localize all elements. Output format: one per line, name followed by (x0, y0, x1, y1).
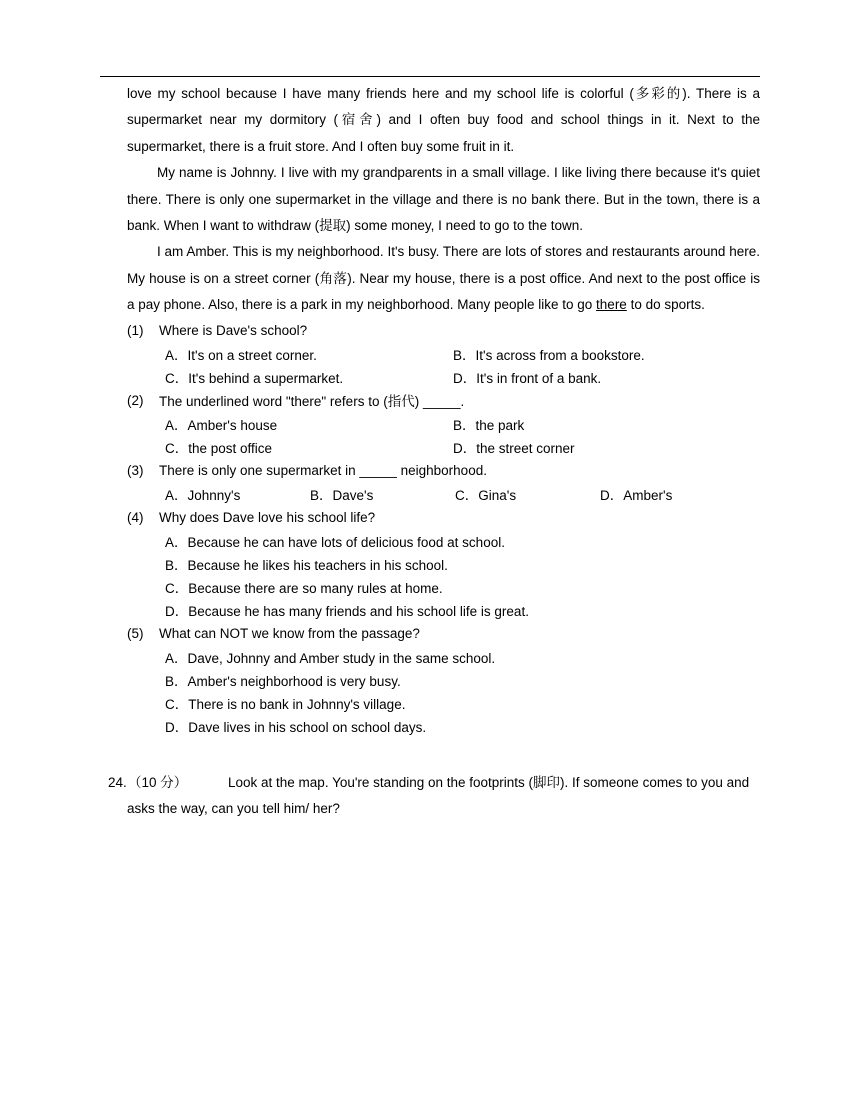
option-row (127, 714, 760, 737)
option-b[interactable]: B．the park (453, 417, 525, 433)
underlined-word: there (596, 297, 627, 313)
question-4 (127, 505, 760, 529)
reading-passage (127, 81, 760, 319)
question-1 (127, 318, 760, 342)
option-b[interactable]: B．Amber's neighborhood is very busy. (165, 673, 401, 689)
option-row (127, 529, 760, 552)
section-instruction-line1: Look at the map. You're standing on the footprints (脚印). If someone comes to you and (228, 775, 750, 790)
option-a[interactable]: A．Amber's house (165, 417, 278, 433)
question-text: Where is Dave's school? (159, 322, 308, 338)
question-number: (5) (127, 625, 144, 641)
option-c[interactable]: C．It's behind a supermarket. (165, 370, 344, 386)
option-row (127, 668, 760, 691)
option-b[interactable]: B．Because he likes his teachers in his school. (165, 557, 448, 573)
option-d[interactable]: D．Amber's (600, 487, 673, 503)
option-row (127, 575, 760, 598)
section-number: 24. (108, 775, 127, 790)
option-row (127, 482, 760, 505)
option-a[interactable]: A．It's on a street corner. (165, 347, 317, 363)
section-24 (108, 770, 760, 823)
option-d[interactable]: D．Because he has many friends and his school life is great. (165, 603, 529, 619)
question-text: There is only one supermarket in _____ neighborhood. (159, 462, 487, 478)
passage-text-before: I am Amber. This is my neighborhood. It's busy. There are lots of stores and restaurants around here. My house is on a street corner (角落). Near my house, there is a post office. And next to the post office is a pay phone. Also, there is a park in my neighborhood. Many people like to go (127, 244, 760, 313)
option-b[interactable]: B．Dave's (310, 487, 374, 503)
option-d[interactable]: D．Dave lives in his school on school days. (165, 719, 427, 735)
passage-paragraph-johnny: My name is Johnny. I live with my grandparents in a small village. I like living there because it's quiet there. There is only one supermarket in the village and there is no bank there. But in the town, there is a bank. When I want to withdraw (提取) some money, I need to go to the town. (127, 165, 760, 234)
option-b[interactable]: B．It's across from a bookstore. (453, 347, 645, 363)
passage-text-after: to do sports. (626, 297, 705, 313)
option-row (127, 552, 760, 575)
question-2 (127, 388, 760, 412)
question-number: (2) (127, 392, 144, 408)
section-24-header (108, 770, 760, 796)
option-a[interactable]: A．Johnny's (165, 487, 241, 503)
option-d[interactable]: D．the street corner (453, 440, 575, 456)
section-instruction-line2: asks the way, can you tell him/ her? (127, 801, 340, 817)
question-text: The underlined word "there" refers to (指代) _____. (159, 394, 465, 409)
question-list (127, 318, 760, 737)
option-row (127, 691, 760, 714)
question-5 (127, 621, 760, 645)
option-c[interactable]: C．the post office (165, 440, 273, 456)
header-rule (100, 76, 760, 77)
question-number: (4) (127, 509, 144, 525)
option-a[interactable]: A．Because he can have lots of delicious food at school. (165, 534, 505, 550)
question-number: (1) (127, 322, 144, 338)
passage-paragraph-amber (127, 239, 760, 318)
option-row (127, 598, 760, 621)
section-score: （10 分） (128, 775, 188, 790)
option-c[interactable]: C．There is no bank in Johnny's village. (165, 696, 406, 712)
passage-paragraph-dave: love my school because I have many friends here and my school life is colorful (多彩的). There is a supermarket near my dormitory (宿舍) and I often buy food and school things in it. Next to the supermarket, there is a fruit store. And I often buy some fruit in it. (127, 86, 760, 154)
option-row (127, 645, 760, 668)
option-c[interactable]: C．Gina's (455, 487, 517, 503)
option-d[interactable]: D．It's in front of a bank. (453, 370, 602, 386)
question-number: (3) (127, 462, 144, 478)
question-text: What can NOT we know from the passage? (159, 625, 420, 641)
option-row (127, 342, 760, 365)
option-row (127, 365, 760, 388)
option-row (127, 412, 760, 435)
question-text: Why does Dave love his school life? (159, 509, 376, 525)
option-row (127, 435, 760, 458)
question-3 (127, 458, 760, 482)
option-a[interactable]: A．Dave, Johnny and Amber study in the same school. (165, 650, 496, 666)
option-c[interactable]: C．Because there are so many rules at home. (165, 580, 443, 596)
